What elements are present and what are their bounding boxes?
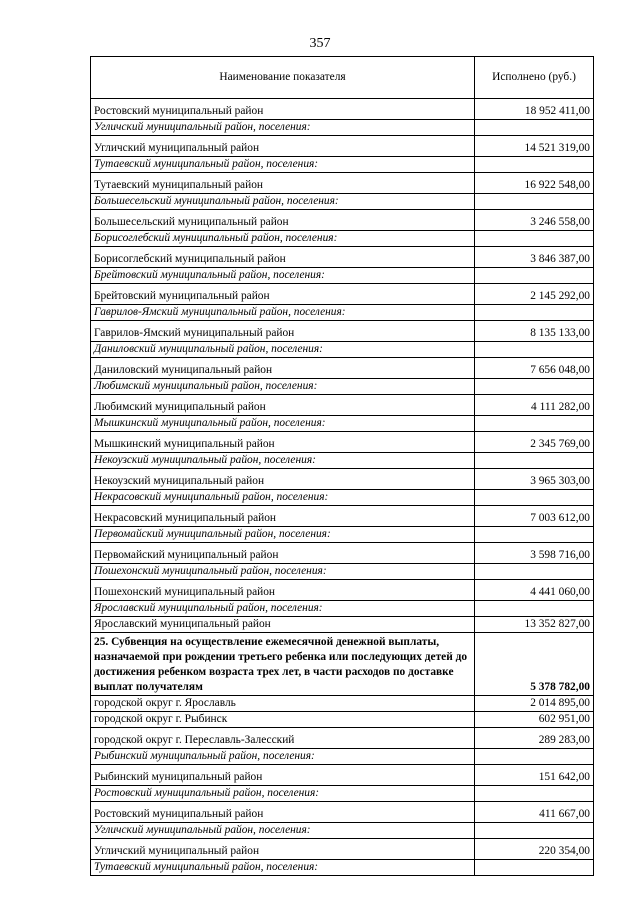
row-value: 411 667,00: [475, 802, 594, 823]
row-value: 3 598 716,00: [475, 543, 594, 564]
row-name: Мышкинский муниципальный район, поселения:: [91, 416, 475, 432]
row-name: Угличский муниципальный район: [91, 136, 475, 157]
table-subheader-row: [91, 860, 594, 876]
row-name: Пошехонский муниципальный район: [91, 580, 475, 601]
table-subheader-row: [91, 305, 594, 321]
row-name: Угличский муниципальный район, поселения:: [91, 120, 475, 136]
table-subheader-row: [91, 194, 594, 210]
row-value: 3 846 387,00: [475, 247, 594, 268]
table-row: [91, 543, 594, 564]
table-row: [91, 506, 594, 527]
row-value: 16 922 548,00: [475, 173, 594, 194]
table-row: [91, 633, 594, 696]
row-value: 220 354,00: [475, 839, 594, 860]
table-subheader-row: [91, 268, 594, 284]
row-value: [475, 120, 594, 136]
report-table: [90, 56, 594, 876]
row-name: Даниловский муниципальный район, поселения:: [91, 342, 475, 358]
table-row: [91, 712, 594, 728]
table-subheader-row: [91, 379, 594, 395]
row-name: Большесельский муниципальный район, поселения:: [91, 194, 475, 210]
table-subheader-row: [91, 120, 594, 136]
row-name: городской округ г. Переславль-Залесский: [91, 728, 475, 749]
table-subheader-row: [91, 416, 594, 432]
row-value: [475, 268, 594, 284]
table-subheader-row: [91, 490, 594, 506]
row-value: [475, 786, 594, 802]
row-value: [475, 453, 594, 469]
table-subheader-row: [91, 786, 594, 802]
row-name: Угличский муниципальный район: [91, 839, 475, 860]
row-name: Некоузский муниципальный район, поселения:: [91, 453, 475, 469]
row-value: [475, 342, 594, 358]
row-value: [475, 305, 594, 321]
row-name: Некрасовский муниципальный район: [91, 506, 475, 527]
row-value: 18 952 411,00: [475, 99, 594, 120]
row-name: Любимский муниципальный район: [91, 395, 475, 416]
row-value: 7 003 612,00: [475, 506, 594, 527]
row-value: 4 441 060,00: [475, 580, 594, 601]
row-name: Большесельский муниципальный район: [91, 210, 475, 231]
row-value: 2 145 292,00: [475, 284, 594, 305]
table-row: [91, 99, 594, 120]
row-value: 151 642,00: [475, 765, 594, 786]
table-subheader-row: [91, 823, 594, 839]
row-value: [475, 490, 594, 506]
row-value: 5 378 782,00: [475, 633, 594, 696]
table-subheader-row: [91, 527, 594, 543]
row-name: Первомайский муниципальный район: [91, 543, 475, 564]
row-name: Рыбинский муниципальный район: [91, 765, 475, 786]
table-row: [91, 136, 594, 157]
table-header-row: [91, 57, 594, 99]
row-value: [475, 823, 594, 839]
table-subheader-row: [91, 564, 594, 580]
table-row: [91, 469, 594, 490]
table-row: [91, 617, 594, 633]
table-subheader-row: [91, 231, 594, 247]
row-name: Мышкинский муниципальный район: [91, 432, 475, 453]
row-value: 3 246 558,00: [475, 210, 594, 231]
table-row: [91, 696, 594, 712]
table-subheader-row: [91, 157, 594, 173]
table-row: [91, 839, 594, 860]
table-row: [91, 210, 594, 231]
table-subheader-row: [91, 601, 594, 617]
row-value: 602 951,00: [475, 712, 594, 728]
header-value: Исполнено (руб.): [475, 57, 594, 99]
header-name: Наименование показателя: [91, 57, 475, 99]
table-row: [91, 765, 594, 786]
page-number: 357: [309, 36, 331, 51]
row-name: Пошехонский муниципальный район, поселения:: [91, 564, 475, 580]
row-value: [475, 416, 594, 432]
table-subheader-row: [91, 749, 594, 765]
table-row: [91, 284, 594, 305]
row-value: [475, 157, 594, 173]
row-value: [475, 860, 594, 876]
row-name: Гаврилов-Ямский муниципальный район: [91, 321, 475, 342]
row-value: 3 965 303,00: [475, 469, 594, 490]
row-name: Гаврилов-Ямский муниципальный район, поселения:: [91, 305, 475, 321]
row-name: Угличский муниципальный район, поселения:: [91, 823, 475, 839]
row-value: 4 111 282,00: [475, 395, 594, 416]
row-value: 289 283,00: [475, 728, 594, 749]
row-value: 14 521 319,00: [475, 136, 594, 157]
row-name: Ростовский муниципальный район: [91, 802, 475, 823]
row-value: 2 014 895,00: [475, 696, 594, 712]
table-row: [91, 395, 594, 416]
row-name: Тутаевский муниципальный район: [91, 173, 475, 194]
row-name: Борисоглебский муниципальный район: [91, 247, 475, 268]
row-value: [475, 749, 594, 765]
row-name: Борисоглебский муниципальный район, поселения:: [91, 231, 475, 247]
row-name: городской округ г. Рыбинск: [91, 712, 475, 728]
row-name: Даниловский муниципальный район: [91, 358, 475, 379]
row-value: 7 656 048,00: [475, 358, 594, 379]
table-row: [91, 247, 594, 268]
row-name: Тутаевский муниципальный район, поселения:: [91, 860, 475, 876]
table-row: [91, 728, 594, 749]
row-value: 2 345 769,00: [475, 432, 594, 453]
row-name: Рыбинский муниципальный район, поселения:: [91, 749, 475, 765]
table-row: [91, 580, 594, 601]
row-name: Некоузский муниципальный район: [91, 469, 475, 490]
row-value: [475, 527, 594, 543]
row-name: Некрасовский муниципальный район, поселения:: [91, 490, 475, 506]
row-name: Ростовский муниципальный район, поселения:: [91, 786, 475, 802]
table-row: [91, 432, 594, 453]
table-row: [91, 173, 594, 194]
row-value: [475, 231, 594, 247]
table-row: [91, 358, 594, 379]
row-value: [475, 601, 594, 617]
table-row: [91, 802, 594, 823]
row-value: [475, 379, 594, 395]
table-body: [91, 99, 594, 876]
table-subheader-row: [91, 342, 594, 358]
row-name: 25. Субвенция на осуществление ежемесячной денежной выплаты, назначаемой при рождении третьего ребенка или последующих детей до достижения ребенком возраста трех лет, в части расходов по доставке выплат получателям: [91, 633, 475, 696]
row-name: Брейтовский муниципальный район, поселения:: [91, 268, 475, 284]
row-name: Первомайский муниципальный район, поселения:: [91, 527, 475, 543]
row-name: Ярославский муниципальный район, поселения:: [91, 601, 475, 617]
row-name: Ярославский муниципальный район: [91, 617, 475, 633]
row-value: [475, 564, 594, 580]
row-value: 13 352 827,00: [475, 617, 594, 633]
row-name: городской округ г. Ярославль: [91, 696, 475, 712]
row-name: Любимский муниципальный район, поселения:: [91, 379, 475, 395]
table-row: [91, 321, 594, 342]
row-name: Тутаевский муниципальный район, поселения:: [91, 157, 475, 173]
row-value: 8 135 133,00: [475, 321, 594, 342]
row-name: Брейтовский муниципальный район: [91, 284, 475, 305]
row-value: [475, 194, 594, 210]
row-name: Ростовский муниципальный район: [91, 99, 475, 120]
table-subheader-row: [91, 453, 594, 469]
